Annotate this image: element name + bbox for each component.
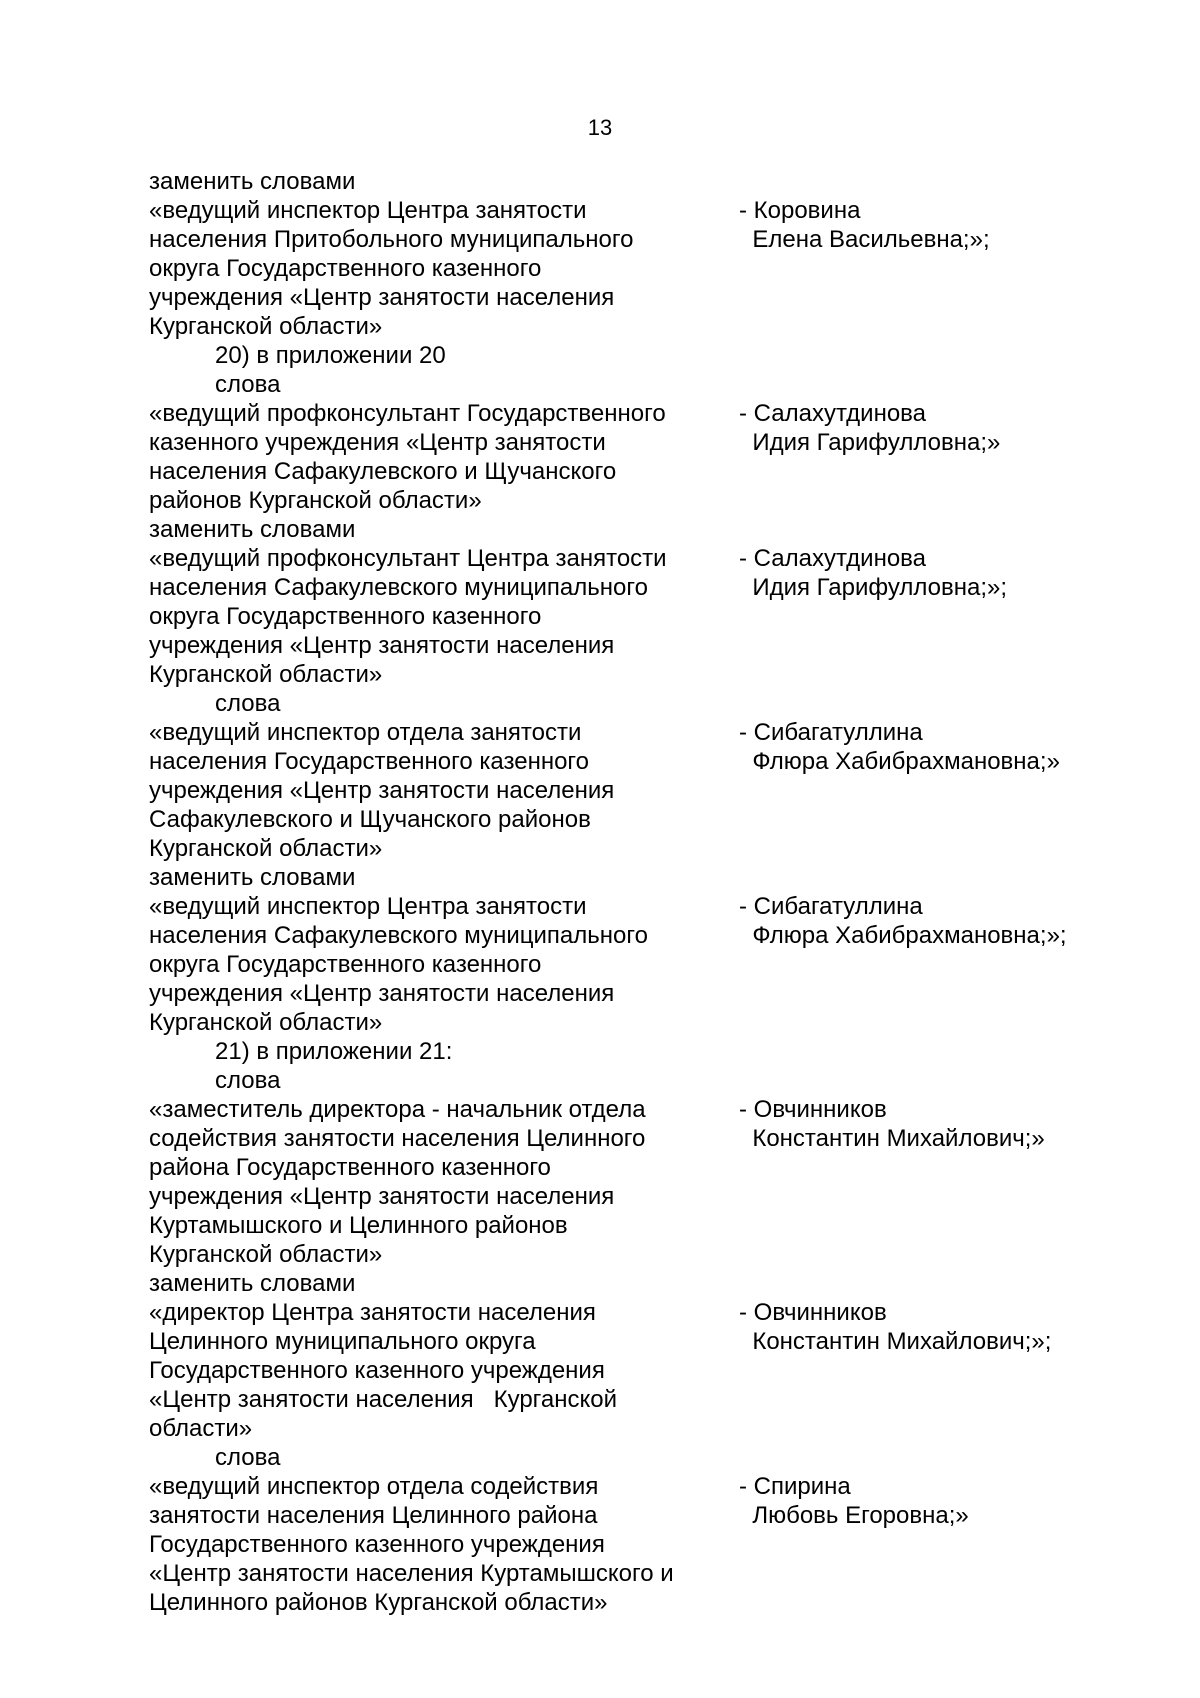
amendment-entry — [149, 196, 1129, 341]
position-title-line: «ведущий профконсультант Центра занятости — [149, 545, 667, 572]
position-title — [149, 544, 739, 689]
document-body — [149, 167, 1129, 1617]
person-name-line: - Сибагатуллина — [739, 893, 923, 920]
position-title-line: Целинного муниципального округа — [149, 1328, 536, 1355]
person-name-line: Флюра Хабибрахмановна;» — [739, 748, 1060, 775]
indented-text-line: слова — [215, 1444, 281, 1471]
position-title-line: учреждения «Центр занятости населения — [149, 632, 615, 659]
person-name — [739, 196, 1129, 341]
person-name — [739, 892, 1129, 1037]
position-title-line: «ведущий профконсультант Государственного — [149, 400, 666, 427]
indented-text-line: 20) в приложении 20 — [215, 342, 446, 369]
person-name-line: Любовь Егоровна;» — [739, 1502, 969, 1529]
person-name-line: - Коровина — [739, 197, 861, 224]
person-name-line: Константин Михайлович;» — [739, 1125, 1045, 1152]
position-title-line: Курганской области» — [149, 1009, 383, 1036]
amendment-entry — [149, 892, 1129, 1037]
position-title-line: «Центр занятости населения Куртамышского и — [149, 1560, 674, 1587]
person-name — [739, 1298, 1129, 1443]
position-title — [149, 1095, 739, 1269]
position-title — [149, 196, 739, 341]
person-name — [739, 718, 1129, 863]
position-title-line: Курганской области» — [149, 835, 383, 862]
position-title-line: населения Сафакулевского муниципального — [149, 922, 648, 949]
amendment-entry — [149, 718, 1129, 863]
position-title — [149, 892, 739, 1037]
person-name — [739, 1095, 1129, 1269]
text-line: заменить словами — [149, 864, 356, 891]
indented-text-line: слова — [215, 1067, 281, 1094]
position-title-line: «ведущий инспектор отдела занятости — [149, 719, 582, 746]
position-title-line: Государственного казенного учреждения — [149, 1357, 605, 1384]
position-title-line: Курганской области» — [149, 661, 383, 688]
position-title — [149, 1298, 739, 1443]
position-title-line: населения Притобольного муниципального — [149, 226, 634, 253]
person-name-line: - Спирина — [739, 1473, 851, 1500]
indented-text-line: 21) в приложении 21: — [215, 1038, 453, 1065]
indented-text-line: слова — [215, 371, 281, 398]
position-title-line: Куртамышского и Целинного районов — [149, 1212, 568, 1239]
position-title-line: учреждения «Центр занятости населения — [149, 1183, 615, 1210]
person-name — [739, 1472, 1129, 1617]
position-title-line: учреждения «Центр занятости населения — [149, 284, 615, 311]
position-title-line: района Государственного казенного — [149, 1154, 551, 1181]
indented-text-line: слова — [215, 690, 281, 717]
position-title — [149, 1472, 739, 1617]
position-title-line: Сафакулевского и Щучанского районов — [149, 806, 591, 833]
position-title-line: казенного учреждения «Центр занятости — [149, 429, 606, 456]
person-name-line: - Овчинников — [739, 1096, 887, 1123]
position-title-line: учреждения «Центр занятости населения — [149, 980, 615, 1007]
text-line: заменить словами — [149, 1270, 356, 1297]
person-name — [739, 399, 1129, 515]
position-title-line: «ведущий инспектор Центра занятости — [149, 197, 587, 224]
position-title-line: районов Курганской области» — [149, 487, 482, 514]
position-title-line: Государственного казенного учреждения — [149, 1531, 605, 1558]
position-title-line: населения Сафакулевского муниципального — [149, 574, 648, 601]
amendment-entry — [149, 399, 1129, 515]
text-line: заменить словами — [149, 516, 356, 543]
position-title-line: учреждения «Центр занятости населения — [149, 777, 615, 804]
position-title-line: Курганской области» — [149, 313, 383, 340]
position-title-line: «ведущий инспектор отдела содействия — [149, 1473, 599, 1500]
person-name-line: - Овчинников — [739, 1299, 887, 1326]
amendment-entry — [149, 544, 1129, 689]
person-name-line: Елена Васильевна;»; — [739, 226, 990, 253]
person-name-line: - Салахутдинова — [739, 545, 926, 572]
position-title-line: округа Государственного казенного — [149, 255, 542, 282]
position-title-line: Целинного районов Курганской области» — [149, 1589, 608, 1616]
position-title-line: округа Государственного казенного — [149, 603, 542, 630]
position-title-line: «директор Центра занятости населения — [149, 1299, 596, 1326]
position-title — [149, 718, 739, 863]
amendment-entry — [149, 1095, 1129, 1269]
person-name-line: - Сибагатуллина — [739, 719, 923, 746]
position-title-line: «Центр занятости населения Курганской — [149, 1386, 618, 1413]
page-number: 13 — [587, 115, 613, 140]
position-title — [149, 399, 739, 515]
position-title-line: Курганской области» — [149, 1241, 383, 1268]
position-title-line: «ведущий инспектор Центра занятости — [149, 893, 587, 920]
position-title-line: содействия занятости населения Целинного — [149, 1125, 646, 1152]
amendment-entry — [149, 1472, 1129, 1617]
amendment-entry — [149, 1298, 1129, 1443]
position-title-line: занятости населения Целинного района — [149, 1502, 598, 1529]
position-title-line: населения Государственного казенного — [149, 748, 590, 775]
person-name-line: Флюра Хабибрахмановна;»; — [739, 922, 1067, 949]
person-name-line: Идия Гарифулловна;» — [739, 429, 1001, 456]
person-name — [739, 544, 1129, 689]
position-title-line: населения Сафакулевского и Щучанского — [149, 458, 617, 485]
person-name-line: Константин Михайлович;»; — [739, 1328, 1052, 1355]
person-name-line: Идия Гарифулловна;»; — [739, 574, 1008, 601]
person-name-line: - Салахутдинова — [739, 400, 926, 427]
position-title-line: округа Государственного казенного — [149, 951, 542, 978]
text-line: заменить словами — [149, 168, 356, 195]
position-title-line: «заместитель директора - начальник отдела — [149, 1096, 646, 1123]
position-title-line: области» — [149, 1415, 253, 1442]
